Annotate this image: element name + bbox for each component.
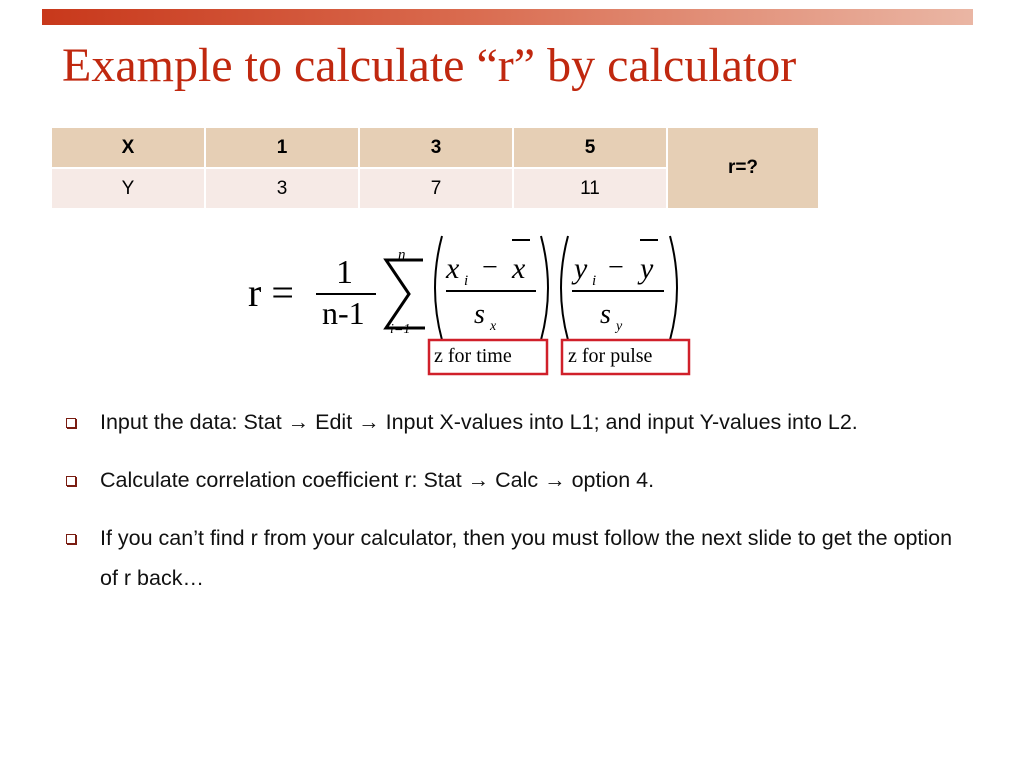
left-paren-1 bbox=[435, 236, 442, 340]
table-cell: 5 bbox=[513, 128, 667, 168]
xy-data-table bbox=[52, 128, 818, 210]
correlation-formula bbox=[240, 226, 710, 381]
bullet-text: If you can’t find r from your calculator, then you must follow the next slide to get the option of r back… bbox=[100, 526, 953, 590]
instruction-list bbox=[66, 402, 966, 616]
table-cell: Y bbox=[52, 168, 205, 209]
table-cell: 3 bbox=[205, 168, 359, 209]
y-var: y bbox=[574, 252, 588, 285]
minus-sign: − bbox=[608, 252, 624, 283]
list-item bbox=[66, 402, 966, 442]
x-bar-var: x bbox=[512, 252, 526, 285]
list-item bbox=[66, 460, 966, 500]
sx-subscript: x bbox=[490, 319, 497, 334]
r-question-cell: r=? bbox=[667, 128, 818, 209]
minus-sign: − bbox=[482, 252, 498, 283]
table-row-x bbox=[52, 128, 818, 168]
list-item bbox=[66, 518, 966, 598]
slide-title: Example to calculate “r” by calculator bbox=[62, 39, 797, 92]
square-bullet-icon bbox=[66, 534, 76, 544]
bullet-text: Input the data: Stat → Edit → Input X-values into L1; and input Y-values into L2. bbox=[100, 410, 858, 434]
x-var: x bbox=[446, 252, 460, 285]
title-accent-bar bbox=[42, 9, 973, 25]
square-bullet-icon bbox=[66, 476, 76, 486]
table-cell: 1 bbox=[205, 128, 359, 168]
sum-lower-limit: i=1 bbox=[390, 322, 411, 337]
table-cell: 11 bbox=[513, 168, 667, 209]
table-cell: X bbox=[52, 128, 205, 168]
bullet-text: Calculate correlation coefficient r: Stat → Calc → option 4. bbox=[100, 468, 655, 492]
right-paren-1 bbox=[541, 236, 548, 340]
square-bullet-icon bbox=[66, 418, 76, 428]
z-time-label: z for time bbox=[434, 345, 512, 367]
sy-subscript: y bbox=[616, 319, 623, 334]
sy-var: s bbox=[600, 299, 611, 330]
y-subscript: i bbox=[592, 273, 597, 289]
right-paren-2 bbox=[670, 236, 677, 340]
table-cell: 3 bbox=[359, 128, 513, 168]
sum-upper-limit: n bbox=[398, 247, 406, 263]
formula-lhs: r = bbox=[248, 270, 294, 315]
fraction-denominator: n-1 bbox=[322, 295, 365, 331]
z-pulse-label: z for pulse bbox=[568, 345, 653, 367]
fraction-numerator: 1 bbox=[336, 254, 353, 291]
x-subscript: i bbox=[464, 273, 469, 289]
table-cell: 7 bbox=[359, 168, 513, 209]
y-bar-var: y bbox=[640, 252, 654, 285]
summation-sign bbox=[386, 260, 425, 328]
left-paren-2 bbox=[561, 236, 568, 340]
sx-var: s bbox=[474, 299, 485, 330]
